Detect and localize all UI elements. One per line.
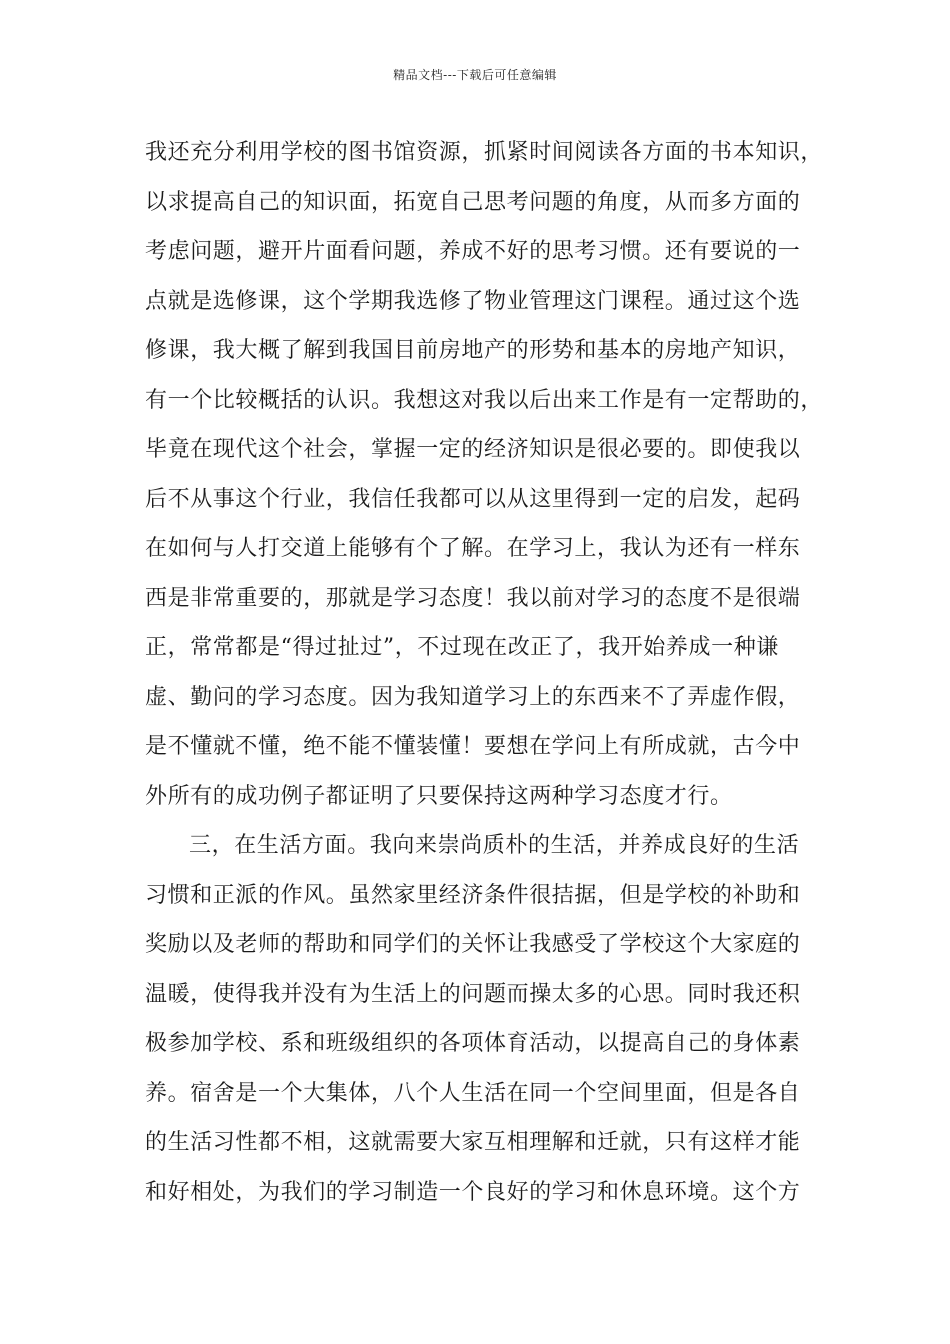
paragraph-start-line: 三，在生活方面。我向来崇尚质朴的生活，并养成良好的生活 xyxy=(189,833,800,858)
text-line: 以求提高自己的知识面，拓宽自己思考问题的角度，从而多方面的 xyxy=(145,189,801,215)
text-line: 和好相处，为我们的学习制造一个良好的学习和休息环境。这个方 xyxy=(145,1179,801,1205)
text-line: 虚、勤问的学习态度。因为我知道学习上的东西来不了弄虚作假， xyxy=(145,684,801,710)
text-line: 奖励以及老师的帮助和同学们的关怀让我感受了学校这个大家庭的 xyxy=(145,932,801,957)
text-line: 西是非常重要的，那就是学习态度！我以前对学习的态度不是很端 xyxy=(145,585,801,611)
text-line: 温暖，使得我并没有为生活上的问题而操太多的心思。同时我还积 xyxy=(145,981,801,1007)
text-line: 有一个比较概括的认识。我想这对我以后出来工作是有一定帮助的， xyxy=(145,387,824,413)
text-line: 后不从事这个行业，我信任我都可以从这里得到一定的启发，起码 xyxy=(145,486,801,512)
text-line: 极参加学校、系和班级组织的各项体育活动，以提高自己的身体素 xyxy=(145,1031,801,1056)
text-line: 修课，我大概了解到我国目前房地产的形势和基本的房地产知识， xyxy=(145,338,801,363)
text-line: 习惯和正派的作风。虽然家里经济条件很拮据，但是学校的补助和 xyxy=(145,882,801,908)
text-line: 毕竟在现代这个社会，掌握一定的经济知识是很必要的。即使我以 xyxy=(145,437,801,462)
text-line: 养。宿舍是一个大集体，八个人生活在同一个空间里面，但是各自 xyxy=(145,1080,801,1106)
text-line: 点就是选修课，这个学期我选修了物业管理这门课程。通过这个选 xyxy=(145,288,801,314)
text-line: 考虑问题，避开片面看问题，养成不好的思考习惯。还有要说的一 xyxy=(145,239,801,264)
text-line: 我还充分利用学校的图书馆资源，抓紧时间阅读各方面的书本知识， xyxy=(145,140,824,165)
body-text xyxy=(145,128,824,1217)
text-line: 的生活习性都不相，这就需要大家互相理解和迁就，只有这样才能 xyxy=(145,1130,801,1155)
text-line: 是不懂就不懂，绝不能不懂装懂！要想在学问上有所成就，古今中 xyxy=(145,734,801,759)
text-line: 正，常常都是“得过扯过”，不过现在改正了，我开始养成一种谦 xyxy=(145,635,779,660)
text-line: 在如何与人打交道上能够有个了解。在学习上，我认为还有一样东 xyxy=(145,536,801,561)
text-line: 外所有的成功例子都证明了只要保持这两种学习态度才行。 xyxy=(145,783,733,809)
page-header: 精品文档---下载后可任意编辑 xyxy=(393,68,557,82)
